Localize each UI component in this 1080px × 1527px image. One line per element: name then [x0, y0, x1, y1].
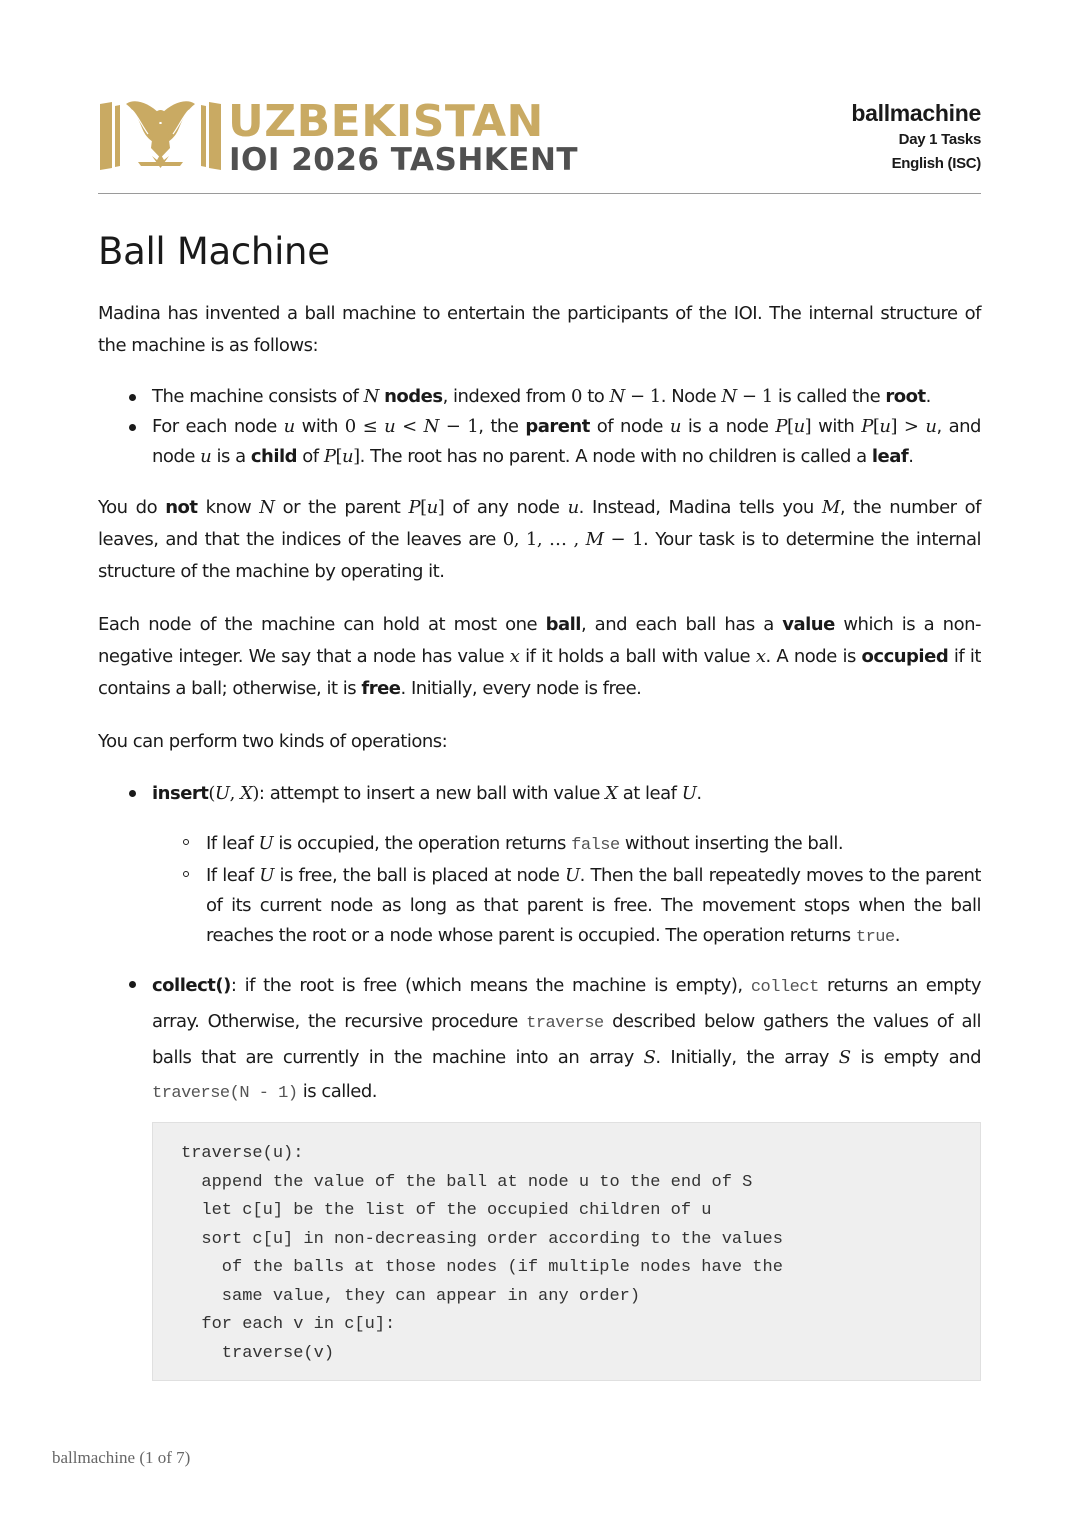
code-line: let c[u] be the list of the occupied children of u — [181, 1201, 712, 1220]
code-collect: collect — [750, 978, 819, 997]
logo-title: UZBEKISTAN — [228, 96, 544, 147]
code-line: append the value of the ball at node u to the end of S — [181, 1172, 753, 1192]
code-line: same value, they can appear in any order) — [181, 1286, 641, 1306]
list-item: collect(): if the root is free (which means the machine is empty), collect returns an empty array. Otherwise, the recursive procedure traverse described below gathers the values of all balls that are currently in the machine into an array S. Initially, the array S is empty and traverse(N - 1) is called. — [152, 969, 981, 1111]
page-footer: ballmachine (1 of 7) — [52, 1448, 191, 1467]
page-title: Ball Machine — [98, 230, 330, 273]
list-item: If leaf U is occupied, the operation returns false without inserting the ball. — [206, 829, 981, 861]
code-line: of the balls at those nodes (if multiple nodes have the — [181, 1258, 783, 1277]
code-line: traverse(v) — [181, 1343, 335, 1363]
eagle-emblem-icon — [98, 96, 223, 174]
collect-list — [152, 969, 981, 1111]
operations-list — [152, 778, 981, 810]
task-name: ballmachine — [851, 100, 981, 126]
paragraph-operations: You can perform two kinds of operations: — [98, 731, 448, 752]
paragraph-balls: Each node of the machine can hold at most one ball, and each ball has a value which is a non-negative integer. We say that a node has value x if it holds a ball with value x. A node is occupied if it contains a ball; otherwise, it is free. Initially, every node is free. — [98, 614, 981, 699]
code-line: for each v in c[u]: — [181, 1315, 396, 1334]
ioi-logo — [98, 96, 588, 176]
header-meta — [851, 98, 981, 176]
list-item: For each node u with 0 ≤ u < N − 1, the parent of node u is a node P[u] with P[u] > u, and node u is a child of P[u]. The root has no parent. A node with no children is called a leaf. — [152, 412, 981, 472]
code-false: false — [571, 836, 620, 855]
code-line: sort c[u] in non-decreasing order according to the values — [181, 1229, 783, 1249]
page-header — [98, 96, 981, 194]
insert-sublist — [206, 829, 981, 953]
code-true: true — [855, 928, 895, 947]
list-item: If leaf U is free, the ball is placed at node U. Then the ball repeatedly moves to the parent of its current node as long as that parent is free. The movement stops when the ball reaches the root or a node whose parent is occupied. The operation returns true. — [206, 861, 981, 953]
intro-paragraph: Madina has invented a ball machine to entertain the participants of the IOI. The internal structure of the machine is as follows: — [98, 303, 981, 356]
header-divider — [98, 193, 981, 194]
structure-list — [152, 382, 981, 472]
paragraph-unknown-structure: You do not know N or the parent P[u] of any node u. Instead, Madina tells you M, the number of leaves, and that the indices of the leaves are 0, 1, … , M − 1. Your task is to determine the internal structure of the machine by operating it. — [98, 497, 982, 582]
traverse-code-block — [152, 1122, 981, 1381]
list-item: The machine consists of N nodes, indexed from 0 to N − 1. Node N − 1 is called the root. — [152, 382, 981, 412]
language-label: English (ISC) — [891, 155, 981, 172]
code-line: traverse(u): — [181, 1144, 304, 1163]
code-traverse: traverse — [526, 1014, 604, 1033]
code-traverse-call: traverse(N - 1) — [152, 1084, 298, 1103]
list-item: insert(U, X): attempt to insert a new ball with value X at leaf U. — [152, 778, 981, 810]
day-label: Day 1 Tasks — [898, 131, 981, 148]
logo-subtitle: IOI 2026 TASHKENT — [229, 142, 579, 178]
